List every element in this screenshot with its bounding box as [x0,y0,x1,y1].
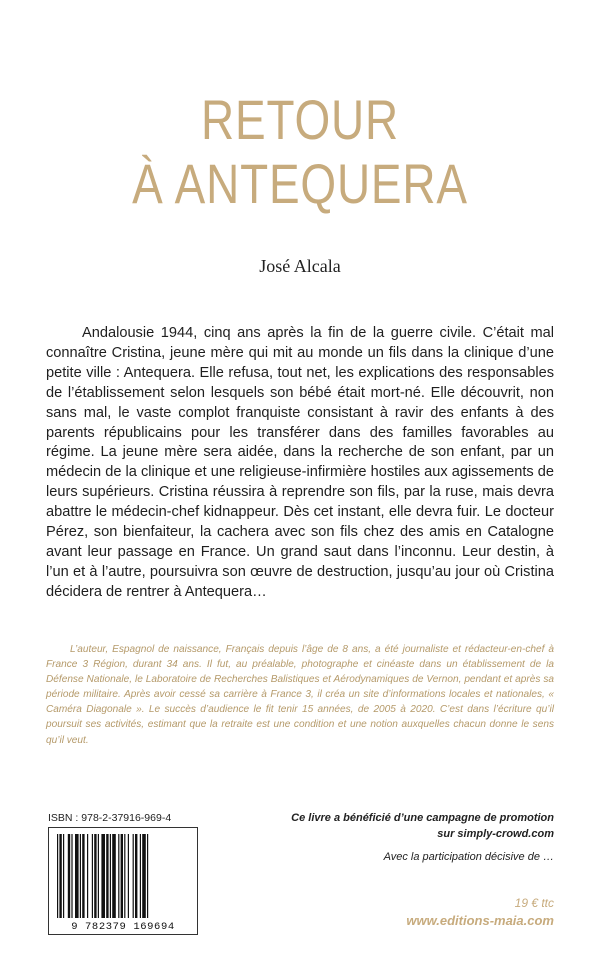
publisher-website: www.editions-maia.com [406,913,554,928]
participation-text: Avec la participation décisive de … [383,851,554,863]
price-label: 19 € ttc [514,896,554,910]
author-name: José Alcala [259,256,341,276]
author-bio: L’auteur, Espagnol de naissance, Français depuis l’âge de 8 ans, a été journaliste et rédacteur-en-chef à France 3 Région, durant 34 ans. Il fut, au préalable, photographe et cinéaste dans un établissement de la Défense Nationale, le Laboratoire de Recherches Balistiques et Aérodynamiques de Vernon, pendant et après sa période militaire. Après avoir cessé sa carrière à France 3, il créa un site d’informations locales et nationales, « Caméra Diagonale ». Le succès d’audience le fit tenir 15 années, de 2005 à 2020. C’est dans l’écriture qu’il poursuit ses activités, estimant que la retraite est une condition et une notion auxquelles chacun donne le sens qu’il veut. [46,644,554,746]
book-title [54,88,546,216]
barcode-bars-icon [49,828,197,934]
promo-text [254,810,554,842]
isbn-label: ISBN : 978-2-37916-969-4 [48,812,172,824]
promo-line-2: sur simply-crowd.com [437,828,554,840]
barcode-digits: 9 782379 169694 [71,921,175,933]
synopsis-paragraph: Andalousie 1944, cinq ans après la fin de la guerre civile. C’était mal connaître Cristina, jeune mère qui mit au monde un fils dans la clinique d’une petite ville : Antequera. Elle refusa, tout net, les explications des responsables de l’établissement selon lesquels son bébé était mort-né. Elle découvrit, non sans mal, le vaste complot franquiste consistant à ravir des enfants à des parents républicains pour les transférer dans des familles favorables au régime. La jeune mère sera aidée, dans la recherche de son enfant, par un médecin de la clinique et une religieuse-infirmière hostiles aux agissements de leurs supérieurs. Cristina réussira à reprendre son fils, par la ruse, mais devra abattre le médecin-chef kidnappeur. Dès cet instant, elle devra fuir. Le docteur Pérez, son bienfaiteur, la cachera avec son fils chez des amis en Catalogne avant leur passage en France. Un grand saut dans l’inconnu. Leur destin, à l’un et à l’autre, poursuivra son œuvre de destruction, jusqu’au jour où Cristina décidera de rentrer à Antequera… [46,325,554,600]
promo-line-1: Ce livre a bénéficié d’une campagne de promotion [291,812,554,824]
book-title-line-2: À ANTEQUERA [132,152,468,215]
barcode [48,827,198,935]
book-title-line-1: RETOUR [201,88,399,151]
